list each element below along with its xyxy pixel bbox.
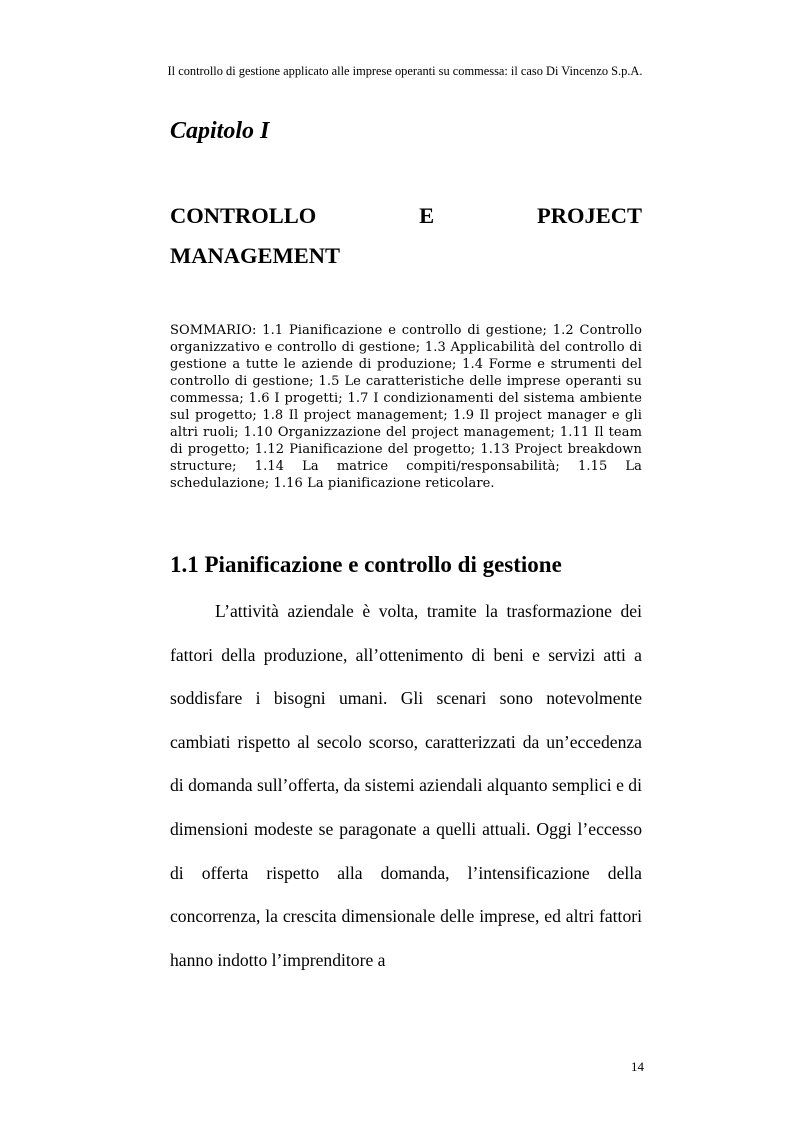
chapter-title-word-1: CONTROLLO [170,203,317,228]
chapter-title-line-2: MANAGEMENT [170,243,340,268]
chapter-title-line-1 [170,196,642,236]
running-header: Il controllo di gestione applicato alle imprese operanti su commessa: il caso Di Vincenzo S.p.A. [167,64,643,78]
chapter-title-word-3: PROJECT [536,203,642,228]
chapter-label: Capitolo I [170,118,270,144]
section-heading: 1.1 Pianificazione e controllo di gestione [170,552,562,577]
chapter-title [170,196,642,276]
chapter-summary: SOMMARIO: 1.1 Pianificazione e controllo di gestione; 1.2 Controllo organizzativo e controllo di gestione; 1.3 Applicabilità del controllo di gestione a tutte le aziende di produzione; 1.4 Forme e strumenti del controllo di gestione; 1.5 Le caratteristiche delle imprese operanti su commessa; 1.6 I progetti; 1.7 I condizionamenti del sistema ambiente sul progetto; 1.8 Il project management; 1.9 Il project manager e gli altri ruoli; 1.10 Organizzazione del project management; 1.11 Il team di progetto; 1.12 Pianificazione del progetto; 1.13 Project breakdown structure; 1.14 La matrice compiti/responsabilità; 1.15 La schedulazione; 1.16 La pianificazione reticolare. [170,323,642,491]
page-number: 14 [631,1059,644,1074]
body-paragraph: L’attività aziendale è volta, tramite la trasformazione dei fattori della produzione, all’ottenimento di beni e servizi atti a soddisfare i bisogni umani. Gli scenari sono notevolmente cambiati rispetto al secolo scorso, caratterizzati da un’eccedenza di domanda sull’offerta, da sistemi aziendali alquanto semplici e di dimensioni modeste se paragonate a quelli attuali. Oggi l’eccesso di offerta rispetto alla domanda, l’intensificazione della concorrenza, la crescita dimensionale delle imprese, ed altri fattori hanno indotto l’imprenditore a [170,601,642,970]
chapter-title-word-2: E [419,203,435,228]
